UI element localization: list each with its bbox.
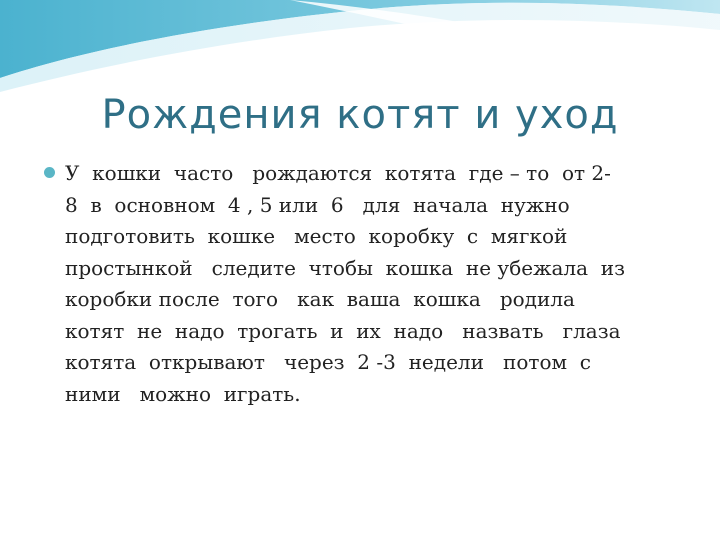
bullet-line: коробки после того как ваша кошка родила bbox=[65, 287, 575, 311]
bullet-text bbox=[65, 158, 680, 410]
slide-title: Рождения котят и уход bbox=[101, 92, 619, 138]
bullet-line: подготовить кошке место коробку с мягкой bbox=[65, 224, 568, 248]
bullet-line: котята открывают через 2 -3 недели потом с bbox=[65, 350, 591, 374]
bullet-line: котят не надо трогать и их надо назвать глаза bbox=[65, 318, 621, 343]
bullet-item bbox=[40, 158, 680, 410]
bullet-line: простынкой следите чтобы кошка не убежала из bbox=[65, 255, 625, 280]
bullet-line: 8 в основном 4 , 5 или 6 для начала нужно bbox=[65, 192, 570, 217]
bullet-line: У кошки часто рождаются котята где – то от 2- bbox=[65, 161, 611, 185]
bullet-dot-icon bbox=[44, 167, 55, 178]
slide-body bbox=[40, 158, 680, 410]
bullet-line: ними можно играть. bbox=[65, 381, 301, 406]
